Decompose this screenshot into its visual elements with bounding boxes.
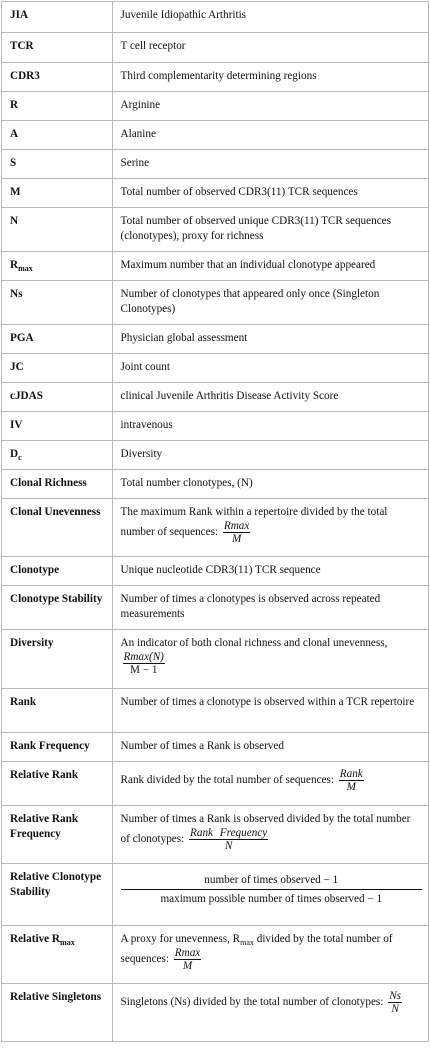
fraction-numerator: number of times observed − 1	[121, 873, 422, 890]
definition-cell: Number of clonotypes that appeared only once (Singleton Clonotypes)	[112, 281, 428, 325]
term-cell: Clonotype	[2, 557, 113, 586]
fraction-numerator: Rmax	[174, 947, 201, 959]
definition-cell: Total number clonotypes, (N)	[112, 470, 428, 499]
table-row	[2, 121, 429, 150]
definition-cell: intravenous	[112, 412, 428, 441]
definition-text: An indicator of both clonal richness and clonal unevenness,	[120, 637, 388, 649]
definition-cell: clinical Juvenile Arthritis Disease Activity Score	[112, 383, 428, 412]
definition-text: Rank divided by the total number of sequences:	[120, 774, 334, 787]
term-cell: Relative Rank Frequency	[2, 806, 113, 864]
term-cell: Clonotype Stability	[2, 586, 113, 630]
term-cell: M	[2, 179, 113, 208]
fraction-numerator: Rank Frequency	[190, 827, 268, 839]
term-cell: TCR	[2, 33, 113, 63]
table-row	[2, 441, 429, 470]
table-row	[2, 150, 429, 179]
definition-text-continued: divided by the total number of sequences:	[120, 933, 393, 966]
table-row	[2, 806, 429, 864]
term-cell	[2, 926, 113, 984]
definition-cell: Diversity	[112, 441, 428, 470]
table-row	[2, 926, 429, 984]
fraction-denominator: M	[231, 533, 242, 545]
fraction	[388, 990, 402, 1015]
table-row	[2, 630, 429, 689]
table-row	[2, 864, 429, 926]
term-cell: Relative Clonotype Stability	[2, 864, 113, 926]
fraction-denominator: maximum possible number of times observed − 1	[160, 893, 383, 905]
term-cell	[2, 441, 113, 470]
fraction-numerator: Rank	[339, 768, 363, 780]
term-cell: Rank Frequency	[2, 733, 113, 762]
definition-cell: Total number of observed unique CDR3(11) TCR sequences (clonotypes), proxy for richness	[112, 208, 428, 252]
definition-cell: Joint count	[112, 354, 428, 383]
term-cell: Relative Singletons	[2, 984, 113, 1042]
definition-text: A proxy for unevenness, R	[120, 933, 241, 945]
term-cell: Ns	[2, 281, 113, 325]
definition-cell: Physician global assessment	[112, 325, 428, 354]
term-text: R	[10, 259, 19, 271]
definition-cell: Total number of observed CDR3(11) TCR sequences	[112, 179, 428, 208]
fraction-denominator: M	[346, 781, 356, 793]
term-cell: CDR3	[2, 63, 113, 92]
fraction	[339, 768, 364, 793]
definition-cell: Unique nucleotide CDR3(11) TCR sequence	[112, 557, 428, 586]
term-cell: cJDAS	[2, 383, 113, 412]
fraction	[123, 651, 165, 676]
definition-cell: Juvenile Idiopathic Arthritis	[112, 2, 428, 33]
term-text: D	[10, 448, 19, 460]
term-cell: Relative Rank	[2, 762, 113, 806]
term-cell: JIA	[2, 2, 113, 33]
definition-cell: Alanine	[112, 121, 428, 150]
definition-text: Number of times a Rank is observed divided by the total number of clonotypes:	[120, 813, 411, 846]
term-cell: Rank	[2, 689, 113, 733]
term-cell: A	[2, 121, 113, 150]
fraction-denominator: M	[182, 960, 193, 972]
term-subscript: max	[18, 264, 33, 274]
definition-cell: T cell receptor	[112, 33, 428, 63]
term-cell: Clonal Richness	[2, 470, 113, 499]
fraction-denominator: N	[224, 840, 233, 852]
definition-cell	[112, 984, 428, 1042]
definition-cell	[112, 630, 428, 689]
table-row	[2, 325, 429, 354]
table-row	[2, 984, 429, 1042]
table-row	[2, 208, 429, 252]
fraction-numerator: Ns	[389, 990, 402, 1002]
fraction-numerator: Rmax(N)	[123, 651, 164, 663]
table-row	[2, 586, 429, 630]
term-cell: PGA	[2, 325, 113, 354]
table-row	[2, 470, 429, 499]
term-cell: Diversity	[2, 630, 113, 689]
table-row	[2, 383, 429, 412]
definition-cell	[112, 762, 428, 806]
term-cell: N	[2, 208, 113, 252]
abbreviations-table	[1, 1, 429, 1042]
definition-cell	[112, 864, 428, 926]
fraction-numerator: Rmax	[223, 520, 250, 532]
term-text: Relative R	[10, 933, 61, 945]
definition-cell	[112, 499, 428, 557]
definition-subscript: max	[240, 938, 254, 948]
definition-cell	[112, 806, 428, 864]
table-row	[2, 412, 429, 441]
table-row	[2, 2, 429, 33]
term-cell: Clonal Unevenness	[2, 499, 113, 557]
table-row	[2, 33, 429, 63]
fraction	[174, 947, 201, 972]
table-row	[2, 733, 429, 762]
definition-cell: Number of times a Rank is observed	[112, 733, 428, 762]
fraction	[121, 872, 422, 906]
definition-cell: Maximum number that an individual clonotype appeared	[112, 252, 428, 281]
table-row	[2, 92, 429, 121]
definition-text: Singletons (Ns) divided by the total number of clonotypes:	[120, 996, 384, 1009]
definition-cell: Serine	[112, 150, 428, 179]
definition-cell: Arginine	[112, 92, 428, 121]
definition-text: The maximum Rank within a repertoire divided by the total number of sequences:	[120, 506, 388, 539]
table-row	[2, 252, 429, 281]
term-subscript: c	[18, 453, 22, 463]
definition-cell: Number of times a clonotype is observed within a TCR repertoire	[112, 689, 428, 733]
fraction-denominator: N	[391, 1003, 399, 1015]
table-row	[2, 762, 429, 806]
definition-cell	[112, 926, 428, 984]
fraction	[189, 827, 268, 852]
term-cell	[2, 252, 113, 281]
term-cell: JC	[2, 354, 113, 383]
table-row	[2, 557, 429, 586]
definition-cell: Third complementarity determining regions	[112, 63, 428, 92]
term-cell: S	[2, 150, 113, 179]
definition-cell: Number of times a clonotypes is observed across repeated measurements	[112, 586, 428, 630]
term-subscript: max	[60, 938, 75, 948]
table-row	[2, 499, 429, 557]
table-row	[2, 63, 429, 92]
table-row	[2, 354, 429, 383]
table-row	[2, 689, 429, 733]
fraction-denominator: M − 1	[129, 664, 158, 676]
table-row	[2, 281, 429, 325]
term-cell: R	[2, 92, 113, 121]
fraction	[223, 520, 250, 545]
term-cell: IV	[2, 412, 113, 441]
table-row	[2, 179, 429, 208]
